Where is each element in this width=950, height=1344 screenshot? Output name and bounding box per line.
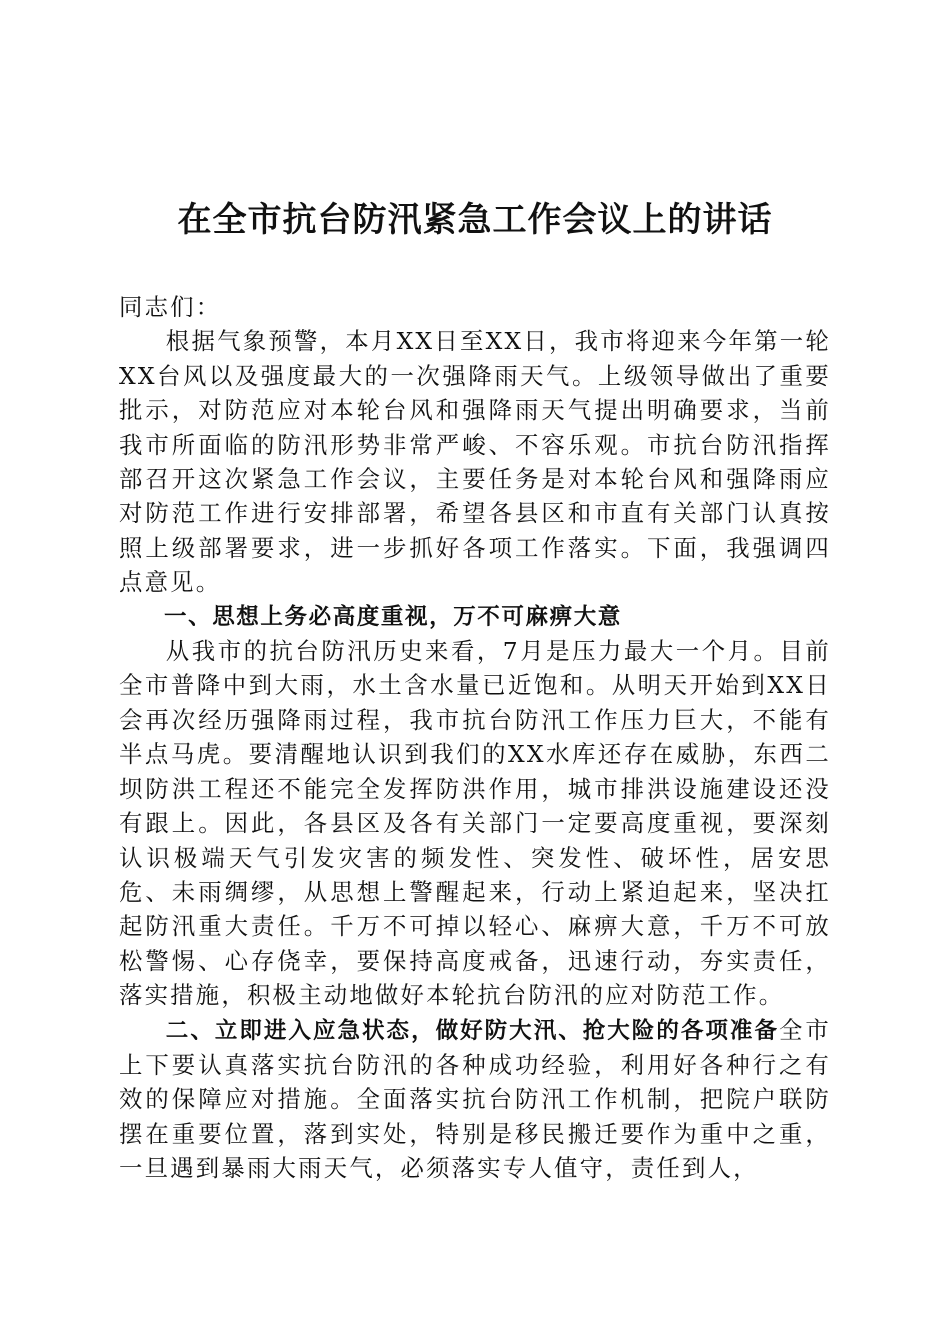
section-2-heading: 二、立即进入应急状态，做好防大汛、抢大险的各项准备 bbox=[165, 1017, 779, 1044]
document-body bbox=[119, 290, 831, 1186]
salutation: 同志们： bbox=[119, 293, 222, 321]
section-2-paragraph bbox=[119, 1013, 831, 1186]
document-title: 在全市抗台防汛紧急工作会议上的讲话 bbox=[177, 200, 773, 240]
section-2-body: 全市上下要认真落实抗台防汛的各种成功经验，利用好各种行之有效的保障应对措施。全面落实抗台防汛工作机制，把院户联防摆在重要位置，落到实处，特别是移民搬迁要作为重中之重，一旦遇到暴雨大雨天气，必须落实专人值守，责任到人， bbox=[119, 1015, 831, 1183]
section-1-paragraph: 从我市的抗台防汛历史来看，7月是压力最大一个月。目前全市普降中到大雨，水土含水量已近饱和。从明天开始到XX日会再次经历强降雨过程，我市抗台防汛工作压力巨大，不能有半点马虎。要清醒地认识到我们的XX水库还存在威胁，东西二坝防洪工程还不能完全发挥防洪作用，城市排洪设施建设还没有跟上。因此，各县区及各有关部门一定要高度重视，要深刻认识极端天气引发灾害的频发性、突发性、破坏性，居安思危、未雨绸缪，从思想上警醒起来，行动上紧迫起来，坚决扛起防汛重大责任。千万不可掉以轻心、麻痹大意，千万不可放松警惕、心存侥幸，要保持高度戒备，迅速行动，夯实责任，落实措施，积极主动地做好本轮抗台防汛的应对防范工作。 bbox=[119, 637, 831, 1010]
intro-paragraph: 根据气象预警，本月XX日至XX日，我市将迎来今年第一轮XX台风以及强度最大的一次强降雨天气。上级领导做出了重要批示，对防范应对本轮台风和强降雨天气提出明确要求，当前我市所面临的防汛形势非常严峻、不容乐观。市抗台防汛指挥部召开这次紧急工作会议，主要任务是对本轮台风和强降雨应对防范工作进行安排部署，希望各县区和市直有关部门认真按照上级部署要求，进一步抓好各项工作落实。下面，我强调四点意见。 bbox=[119, 327, 831, 597]
section-1-heading: 一、思想上务必高度重视，万不可麻痹大意 bbox=[164, 603, 622, 630]
